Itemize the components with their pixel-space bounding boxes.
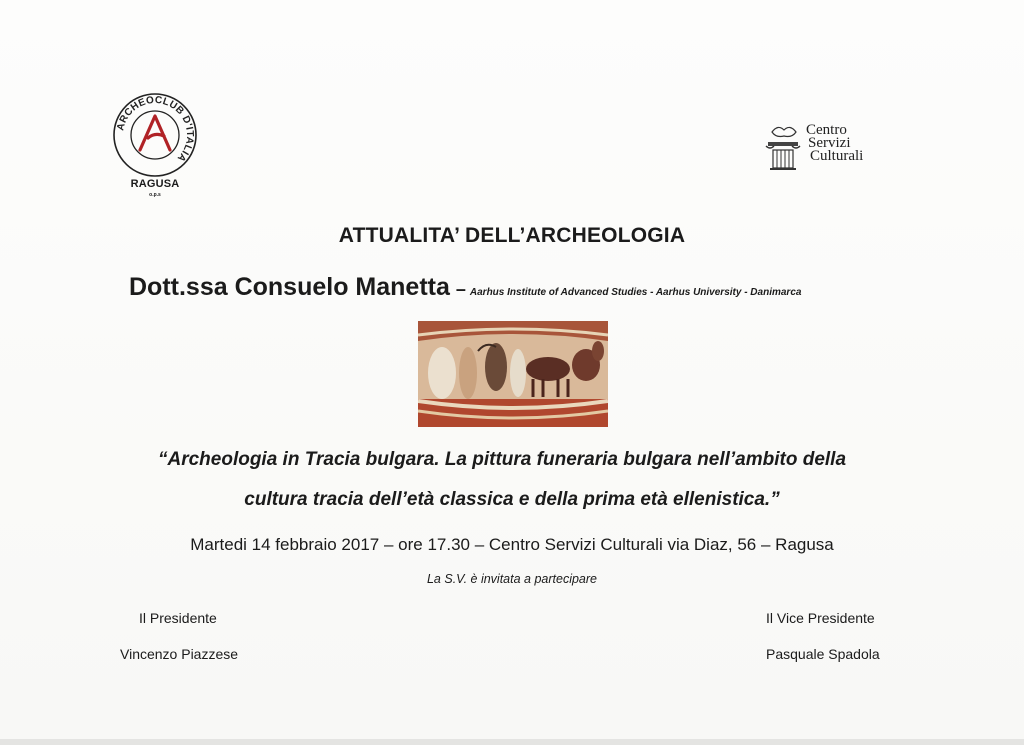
- speaker-affiliation: Aarhus Institute of Advanced Studies - Aarhus University - Danimarca: [469, 287, 802, 298]
- thracian-fresco-image: [418, 321, 608, 427]
- vice-president-name: Pasquale Spadola: [766, 646, 880, 662]
- president-role: Il Presidente: [139, 610, 217, 626]
- lecture-title-line-2: cultura tracia dell’età classica e della prima età ellenistica.”: [244, 489, 780, 510]
- invitation-text: La S.V. è invitata a partecipare: [426, 572, 597, 586]
- speaker-dash: –: [455, 279, 466, 299]
- ring-text: ARCHEOCLUB D'ITALIA: [115, 94, 196, 164]
- club-ops: o.p.s: [149, 192, 161, 198]
- page-bottom-edge: [0, 739, 1024, 745]
- centro-line-2: Servizi: [808, 135, 851, 151]
- president-name: Vincenzo Piazzese: [120, 646, 239, 662]
- lecture-title-line-1: “Archeologia in Tracia bulgara. La pittura funeraria bulgara nell’ambito della: [157, 449, 847, 470]
- centro-line-3: Culturali: [810, 148, 864, 164]
- archeoclub-logo: [112, 92, 202, 204]
- speaker-name: Dott.ssa Consuelo Manetta: [129, 273, 450, 301]
- event-series-title: ATTUALITA’ DELL’ARCHEOLOGIA: [338, 224, 686, 247]
- vice-president-role: Il Vice Presidente: [766, 610, 875, 626]
- centro-line-1: Centro: [806, 122, 847, 138]
- column-emblem-icon: [764, 122, 802, 172]
- club-city: RAGUSA: [130, 178, 180, 190]
- centro-servizi-logo: [764, 120, 899, 176]
- speaker-line: [129, 273, 801, 302]
- archeoclub-emblem: [112, 92, 198, 178]
- event-details: Martedi 14 febbraio 2017 – ore 17.30 – Centro Servizi Culturali via Diaz, 56 – Ragusa: [190, 535, 834, 554]
